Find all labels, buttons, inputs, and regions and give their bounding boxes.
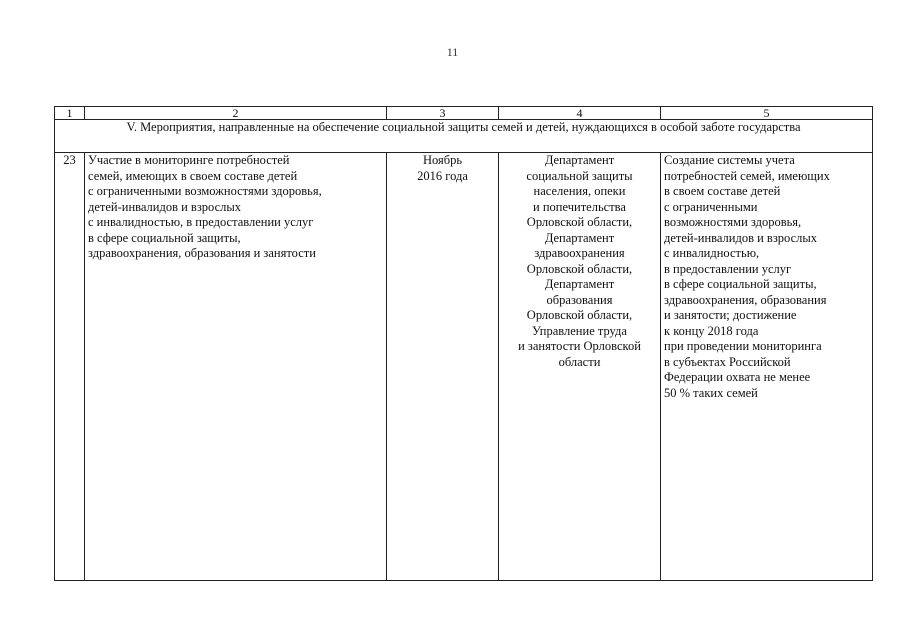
text-line: здравоохранения, образования и занятости — [88, 246, 316, 260]
text-line: Управление труда — [532, 323, 627, 338]
table-row — [55, 153, 873, 581]
text-line: к концу 2018 года — [664, 323, 759, 338]
text-line: в сфере социальной защиты, — [88, 230, 241, 245]
text-line: в предоставлении услуг — [664, 261, 792, 276]
text-line: населения, опеки — [533, 184, 626, 198]
text-line: в сфере социальной защиты, — [664, 277, 817, 291]
responsible-executors — [499, 153, 661, 581]
text-line: здравоохранения, образования — [664, 292, 827, 307]
text-line: и занятости Орловской — [518, 339, 641, 353]
text-line: семей, имеющих в своем составе детей — [88, 168, 298, 183]
text-line: и занятости; достижение — [664, 308, 797, 322]
text-line: с ограниченными — [664, 199, 758, 214]
text-line: и попечительства — [533, 199, 626, 214]
column-number-5: 5 — [661, 107, 873, 120]
text-line: Департамент — [544, 153, 615, 167]
text-line: с инвалидностью, в предоставлении услуг — [88, 215, 314, 229]
text-line: Департамент — [544, 230, 615, 245]
expected-result — [661, 153, 873, 581]
page-number: 11 — [446, 45, 459, 59]
column-number-3: 3 — [387, 107, 499, 120]
text-line: Орловской области, — [526, 261, 633, 276]
text-line: социальной защиты — [526, 168, 633, 183]
text-line: при проведении мониторинга — [664, 339, 822, 353]
text-line: образования — [546, 292, 613, 307]
deadline — [387, 153, 499, 581]
text-line: с инвалидностью, — [664, 246, 760, 260]
text-line: Создание системы учета — [664, 153, 795, 167]
measures-table — [54, 106, 873, 581]
column-number-1: 1 — [55, 107, 85, 120]
text-line: 2016 года — [417, 168, 468, 183]
column-number-2: 2 — [85, 107, 387, 120]
text-line: области — [558, 354, 601, 369]
section-title: V. Мероприятия, направленные на обеспечение социальной защиты семей и детей, нуждающихся в особой заботе государства — [55, 120, 873, 153]
text-line: Департамент — [544, 277, 615, 291]
row-number: 23 — [55, 153, 85, 581]
text-line: в своем составе детей — [664, 184, 781, 198]
text-line: Орловской области, — [526, 308, 633, 322]
text-line: Участие в мониторинге потребностей — [88, 153, 290, 167]
text-line: Орловской области, — [526, 215, 633, 229]
text-line: детей-инвалидов и взрослых — [664, 230, 818, 245]
text-line: возможностями здоровья, — [664, 215, 802, 229]
column-number-4: 4 — [499, 107, 661, 120]
text-line: Ноябрь — [422, 153, 463, 167]
column-number-row — [55, 107, 873, 120]
text-line: детей-инвалидов и взрослых — [88, 199, 242, 214]
text-line: с ограниченными возможностями здоровья, — [88, 184, 322, 198]
text-line: Федерации охвата не менее — [664, 370, 811, 384]
text-line: 50 % таких семей — [664, 385, 758, 400]
measure-description — [85, 153, 387, 581]
text-line: потребностей семей, имеющих — [664, 168, 830, 183]
section-row — [55, 120, 873, 153]
text-line: в субъектах Российской — [664, 354, 791, 369]
text-line: здравоохранения — [534, 246, 625, 260]
